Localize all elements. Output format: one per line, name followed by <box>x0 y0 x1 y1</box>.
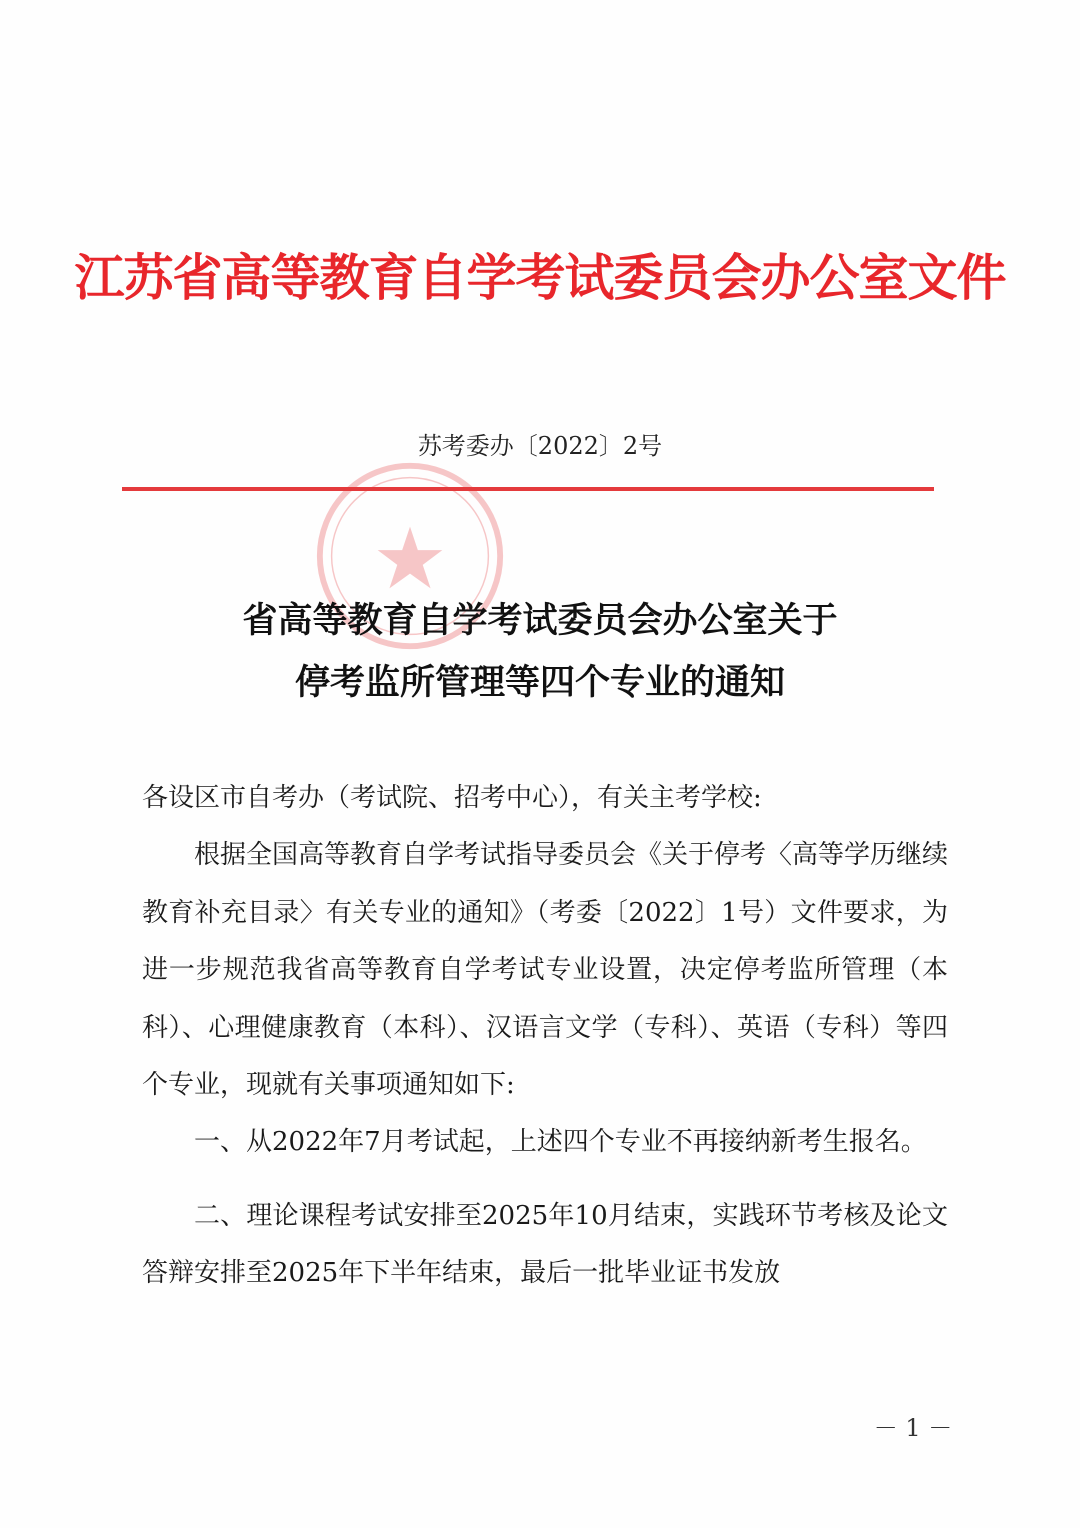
notice-body <box>142 770 948 1303</box>
red-divider-rule <box>122 487 934 491</box>
seal-star-icon <box>378 527 443 589</box>
document-number: 苏考委办〔2022〕2号 <box>417 432 663 460</box>
body-paragraph-intro: 根据全国高等教育自学考试指导委员会《关于停考〈高等学历继续教育补充目录〉有关专业的通知》（考委〔2022〕1号）文件要求，为进一步规范我省高等教育自学考试专业设置，决定停考监所管理（本科）、心理健康教育（本科）、汉语言文学（专科）、英语（专科）等四个专业，现就有关事项通知如下: <box>142 840 949 1101</box>
notice-title-line-2: 停考监所管理等四个专业的通知 <box>294 662 785 703</box>
body-paragraph-item-2: 二、理论课程考试安排至2025年10月结束，实践环节考核及论文答辩安排至2025年下半年结束，最后一批毕业证书发放 <box>142 1200 948 1289</box>
notice-title-line-1: 省高等教育自学考试委员会办公室关于 <box>242 600 838 641</box>
org-header-title: 江苏省高等教育自学考试委员会办公室文件 <box>74 248 1006 307</box>
notice-title <box>0 590 1080 714</box>
salutation: 各设区市自考办（考试院、招考中心），有关主考学校: <box>142 783 762 813</box>
body-paragraph-item-1: 一、从2022年7月考试起，上述四个专业不再接纳新考生报名。 <box>194 1127 927 1158</box>
page-number: － 1 － <box>873 1414 953 1442</box>
